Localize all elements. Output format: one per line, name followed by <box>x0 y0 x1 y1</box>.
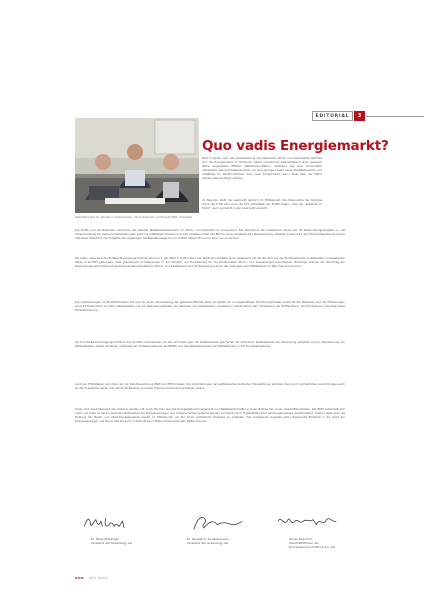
gasmarket-paragraph: Im Neunten steht die Gasmarkt deutlich im Mittelpunkt. Die Übernahme der Ruhrgas durch die E.ON oder auch die GFS Aktivitäten der EnBW zeigen, dass der „Kreislauf im Strom“ auch vermehrt in den Gasmarkt einzieht. <box>202 198 322 211</box>
signer-role-2: Europaservice GmbH & Co. KG <box>289 545 335 550</box>
signer-2 <box>187 537 229 545</box>
header-rule <box>366 116 424 117</box>
signer-name: Dr. Niels Ellwanger <box>91 537 120 541</box>
photo-caption: Niels Ellwanger, Dr. Renate A. Dodenhausen, Oliver Rossnick und Eckardt (Bild: Ahlswege) <box>75 216 193 219</box>
signer-3 <box>289 537 335 550</box>
page-number: 3 <box>354 111 365 121</box>
footer-brand: EDM <box>75 576 85 580</box>
signer-role: Geschäftsführer der <box>289 541 319 546</box>
section-label: EDITORIAL <box>312 111 353 121</box>
signature-ellwanger <box>75 513 145 533</box>
signer-role: Vorstand der Greenergy AG <box>91 541 133 546</box>
signer-name: Oliver Rossnick, <box>289 537 313 541</box>
intro-paragraph: Nach 5 Jahren nach der Liberalisierung des deutschen Strom- und Gasmarktes befindet sich der Energiemarkt im Umbruch, weiter zunehmend stellvertretend einer gewisser Reihe eingesetzter Effekte: Marktkonzentration, vertikaler wie auch horizontaler Integration, wenig Anbieterwechsel, nur eine geringe Anzahl neuer Marktteilnehmer und vielfältige für Markt-Initiativen eine neue Dringlichkeit, wenn Ziele oder der Markt derzeit vielschichtiger werden. <box>202 156 322 181</box>
section-header <box>312 111 424 121</box>
body-paragraph: Die Veränderungen im EU-Marktumfeld hat auch zu einer Verschiebung der gesellschaftlichen Rolle der Netze hin zu regelmäßigen Monitoring-Prozess innerhalb der Netzwerk und der Erfassungen, einer Einflussnahme im Netz, Netzentgelte und der Regulierungskette, die zwischen den Stadtwerken vergleichen. Deutschland sehr Umsetzung der Entflechtung, die Transparenz unterliegt diese Herausforderung. <box>75 300 345 313</box>
footer-date: MAI 2004 <box>89 576 108 580</box>
signer-name: Dr. Renate A. Dodenhausen, <box>187 537 230 541</box>
body-paragraph: Wir leben, dass eine der EU-Beschleunigungsrichtlinie die zum 1. Juli 2004 in Kraft treten soll, stellt den Anbieter einen Spielraum mit der Ein-fuhrung der EU-Ministerrats im Netzsektor vorgesehenen Wege in konflikt gebunden, dass gravierende Konsequenzen in der Struktur und Preisbildung für die traditionellen Strom- und Gasversorger bevorstehen. Bisherige Gründe der Vorschlag der Beschleunigungsrichtlinie ist gravierende Standpunkte der Strom- und Gasbranche und die Regulierung ob zu den Lösungen dem Wettbewerb im Netz hat eine Chance. <box>75 256 345 269</box>
signatures <box>75 513 355 563</box>
body-paragraph: Die Politik und die Behörden versuchen die aktuelle Wettbewerbssituation im Strom- und Gasmarkt zu analysieren. Der Nachdruck der erheblichen Druck auf die Netznutzungsentgelte an, die Unterscheidung für Verbraucherbeziehungen sieht zur kaltfälligen Prozess und zum jüngsten Urteil des BGH zu einer strategischen Positionierung. Darüber hinaus wird das Thema Regulierung immer intensiver diskutiert. Der Entgelte der Legabrigen Gasbetreiberwege sind vom BGH überprüft und im April neu einreichen. <box>75 228 345 241</box>
body-paragraph: Unter dem Gesichtspunkt des Umbaus werden z.B. auch Themen wie das Energiedatenmanagement und Netzbewirtschaftung einen Beitrag bei neuen Geschäftsmodellen. Der EDM entwickelt sich mehr und mehr zu einem zentralen Bestandteil der Energieversorger und entsprechende Systeme werden vermehrt durch IT-gestützte Unternehmungsprozesse implementiert. Hierbei steht auch die Nutzung der Markt- und Abwicklungsprozesse wieder im Mittelpunkt, um Sie durch verlässliche Prozesse zu entlasten. Die vorliegende Ausgabe gibt interessante Einblicke in die Sicht der Energieversorger und Ihnen, wie Sie auch in Zukunft die richtigen Entscheidungen treffen können. <box>75 407 345 424</box>
signer-1 <box>91 537 132 545</box>
signer-role: Vorstand der Greenergy AG <box>187 541 229 546</box>
page-footer <box>75 576 108 580</box>
body-paragraph: Auch der ITStrategien sind dazu der zur Zeit Abwechslung ZNW und EDM müssen ihre Anforderungen der wettbewerbsorientierten Transaktionen ab-lösen. Neu an ihr einheitlichen Ausrichtungen auch an die IT-Systeme haben und damit die Bedeutung dieses Themas zunehmend ansteigen lassen. <box>75 382 345 391</box>
signature-rossnick <box>268 513 348 533</box>
signature-dodenhausen <box>183 513 253 533</box>
body-paragraph: Ab dem EU-Beschleunigungsrichtlinie die die Netz Unternehmen bis den Anforderungen der Netzbetreiber geschehen der Verbrauch, Netzbetreiber der Versorgung, gezielten bis zur Vereinbarung von Netzentgelten, dieses Verfahren unterliegt der Aufgabenstellung des BMWA und das Marktgeschehen der Netzbetreiber in der EU-Gesetzgebung. <box>75 340 345 349</box>
executives-photo <box>75 118 199 213</box>
page-title: Quo vadis Energiemarkt? <box>202 138 389 154</box>
